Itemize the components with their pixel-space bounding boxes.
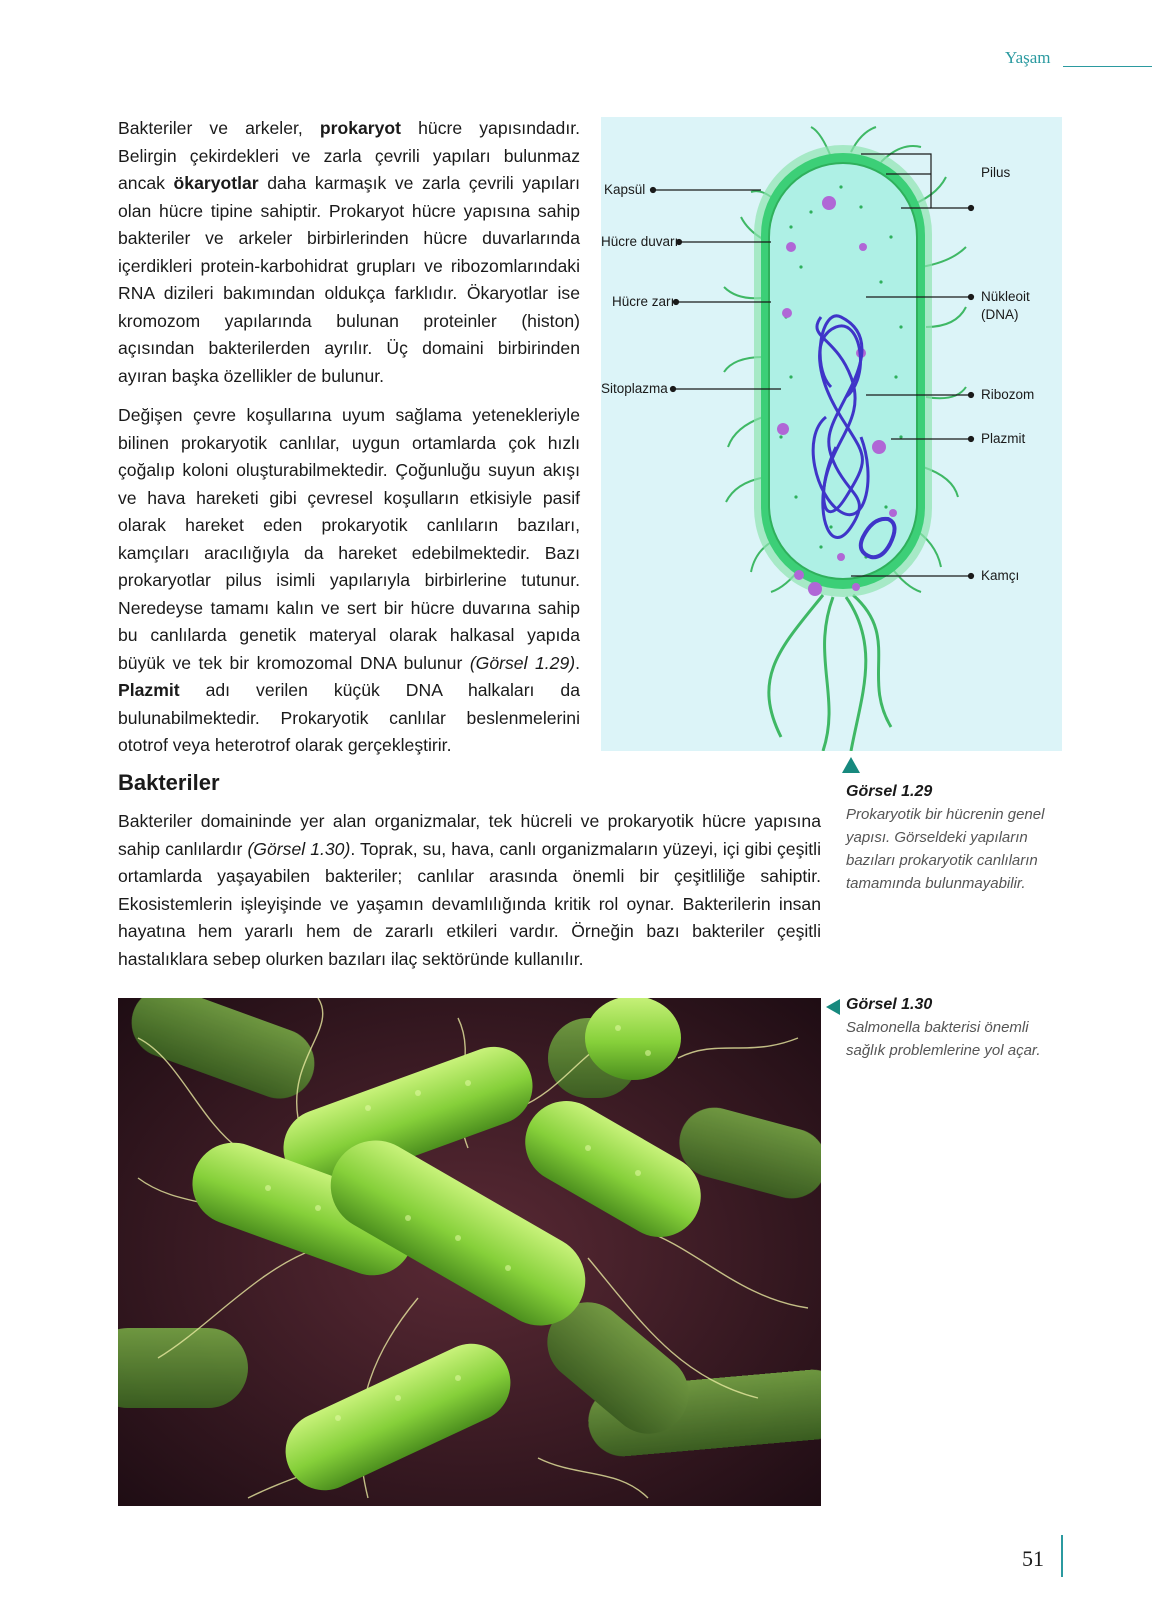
figure-ref-1-30: (Görsel 1.30)	[247, 838, 351, 859]
p3-text-1: Bakteriler domaininde yer alan organizmalar, tek hücreli ve prokaryotik hücre yapısına sahip canlılardır	[118, 811, 821, 859]
page-number-rule	[1061, 1535, 1063, 1577]
label-plasmid: Plazmit	[981, 431, 1026, 446]
term-okaryotlar: ökaryotlar	[173, 173, 259, 193]
figure-1-30-title: Görsel 1.30	[846, 996, 933, 1013]
label-flagellum: Kamçı	[981, 568, 1020, 583]
running-header-title: Yaşam	[1005, 48, 1051, 67]
p1-text-1: Bakteriler ve arkeler,	[118, 118, 320, 138]
page-number: 51	[1022, 1546, 1044, 1571]
cell-membrane-shape	[769, 163, 917, 579]
section-heading: Bakteriler	[118, 770, 220, 795]
figure-1-29-caption	[846, 780, 1066, 895]
label-capsule: Kapsül	[604, 182, 646, 197]
figure-1-29-text: Prokaryotik bir hücrenin genel yapısı. Görseldeki yapıların bazıları prokaryotik canlıların tamamında bulunmayabilir.	[846, 806, 1045, 892]
p1-text-3: daha karmaşık ve zarla çevrili yapıları olan hücre tipine sahiptir. Prokaryot hücre yapısına sahip bakteriler ve arkeler birbirlerinden hücre duvarlarında içerdikleri protein-karbohidrat grupları ve ribozomlarındaki RNA dizileri bakımından oldukça farklıdır. Ökaryotlar ise kromozom yapılarında bulunan proteinler (histon) açısından bakterilerden ayrılır. Üç domaini birbirinden ayıran başka özellikler de bulunur.	[118, 173, 580, 386]
label-cell-wall: Hücre duvarı	[601, 234, 679, 249]
figure-ref-1-29: (Görsel 1.29)	[469, 652, 576, 673]
paragraph-bacteria	[118, 808, 821, 973]
p2-text-1: Değişen çevre koşullarına uyum sağlama yetenekleriyle bilinen prokaryotik canlılar, uygun ortamlarda çok hızlı çoğalıp koloni oluşturabilmektedir. Çoğunluğu suyun akışı ve hava hareketi gibi çevresel koşulların etkisiyle pasif olarak hareket eden prokaryotik canlıların bazıları, kamçıları aracılığıyla da hareket edebilmektedir. Bazı prokaryotlar pilus isimli yapılarıyla birbirlerine tutunur. Neredeyse tamamı kalın ve sert bir hücre duvarına sahip bu canlılarda genetik materyal olarak halkasal yapıda büyük ve tek bir kromozomal DNA bulunur	[118, 405, 580, 673]
label-cell-membrane: Hücre zarı	[612, 294, 675, 309]
p2-text-2: .	[575, 652, 580, 673]
header-rule	[1063, 66, 1152, 67]
term-prokaryot: prokaryot	[319, 118, 402, 138]
label-nucleoid: Nükleoit	[981, 289, 1030, 304]
figure-1-30-text: Salmonella bakterisi önemli sağlık problemlerine yol açar.	[846, 1019, 1041, 1059]
figure-1-30-caption	[846, 993, 1066, 1062]
p3-text-2: . Toprak, su, hava, canlı organizmaların yüzeyi, içi gibi çeşitli ortamlarda yaşayabilen bakteriler; canlılar arasında önemli bir çeşitliliğe sahiptir. Ekosistemlerin işleyişinde ve yaşamın devamlılığında kritik rol oynar. Bakterilerin insan hayatına hem yararlı hem de zararlı etkileri vardır. Örneğin bazı bakteriler çeşitli hastalıklara sebep olurken bazıları ilaç sektöründe kullanılır.	[118, 838, 821, 969]
figure-1-30-pointer	[826, 999, 840, 1015]
term-plazmit: Plazmit	[118, 680, 180, 700]
label-pilus: Pilus	[981, 165, 1011, 180]
paragraph-prokaryotes	[118, 115, 580, 390]
salmonella-photo	[118, 998, 821, 1506]
paragraph-adaptation	[118, 402, 580, 760]
label-cytoplasm: Sitoplazma	[601, 381, 668, 396]
prokaryotic-cell-diagram	[601, 117, 1062, 751]
figure-1-29-pointer	[842, 757, 860, 773]
figure-1-29-title: Görsel 1.29	[846, 783, 933, 800]
p1-text-2: hücre yapısındadır. Belirgin çekirdekleri ve zarla çevrili yapıları bulunmaz ancak	[118, 118, 580, 193]
label-ribosome: Ribozom	[981, 387, 1035, 402]
label-nucleoid-dna: (DNA)	[981, 307, 1019, 322]
p2-text-3: adı verilen küçük DNA halkaları da bulunabilmektedir. Prokaryotik canlılar beslenmelerini ototrof veya heterotrof olarak gerçekleştirir.	[118, 680, 580, 755]
